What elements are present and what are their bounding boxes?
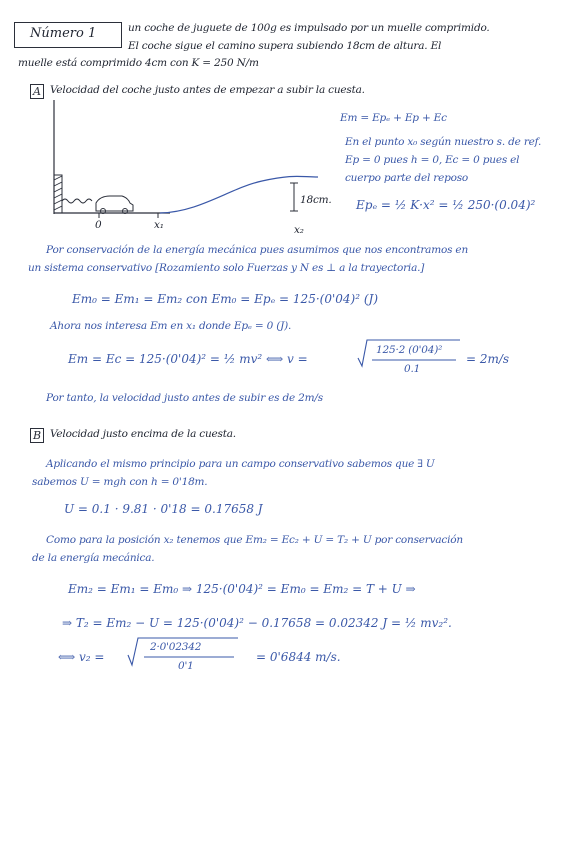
section-b-title: Velocidad justo encima de la cuesta.: [50, 428, 236, 440]
b-para-2: sabemos U = mgh con h = 0'18m.: [32, 476, 208, 488]
section-a-title: Velocidad del coche justo antes de empezar a subir la cuesta.: [50, 84, 365, 96]
energy-equation: Em = Epₑ + Ep + Ec: [340, 112, 447, 124]
fig-label-h: 18cm.: [300, 194, 332, 206]
a-para-4: Por tanto, la velocidad justo antes de subir es de 2m/s: [46, 392, 323, 404]
a-para-3: Ahora nos interesa Em en x₁ donde Epₑ = 0 (J).: [50, 320, 292, 332]
b-eq-4-den: 0'1: [178, 660, 194, 672]
b-para-1: Aplicando el mismo principio para un campo conservativo sabemos que ∃ U: [46, 458, 435, 470]
b-para-4: de la energía mecánica.: [32, 552, 155, 564]
problem-number: Número 1: [30, 26, 97, 41]
statement-line-3: muelle está comprimido 4cm con K = 250 N/m: [18, 57, 259, 69]
note-line-3: cuerpo parte del reposo: [345, 172, 469, 184]
fig-label-x1: x₁: [154, 219, 164, 231]
b-eq-2: Em₂ = Em₁ = Em₀ ⇒ 125·(0'04)² = Em₀ = Em₂ = T + U ⇒: [68, 582, 416, 596]
a-eq-3-den: 0.1: [404, 363, 421, 375]
note-line-1: En el punto x₀ según nuestro s. de ref.: [345, 136, 542, 148]
a-eq-3-res: = 2m/s: [466, 352, 510, 366]
a-eq-3-num: 125·2 (0'04)²: [376, 344, 443, 356]
a-eq-2: Em₀ = Em₁ = Em₂ con Em₀ = Epₑ = 125·(0'04)² (J): [72, 292, 379, 306]
b-eq-4-left: ⟺ v₂ =: [58, 650, 105, 664]
b-eq-3: ⇒ T₂ = Em₂ − U = 125·(0'04)² − 0.17658 = 0.02342 J = ½ mv₂².: [62, 616, 452, 630]
statement-line-1: un coche de juguete de 100g es impulsado por un muelle comprimido.: [128, 22, 490, 34]
a-para-2: un sistema conservativo [Rozamiento solo Fuerzas y N es ⊥ a la trayectoria.]: [28, 262, 425, 274]
a-eq-3-left: Em = Ec = 125·(0'04)² = ½ mv² ⟺ v =: [68, 352, 308, 366]
note-line-2: Ep = 0 pues h = 0, Ec = 0 pues el: [345, 154, 520, 166]
a-para-1: Por conservación de la energía mecánica pues asumimos que nos encontramos en: [46, 244, 469, 256]
b-para-3: Como para la posición x₂ tenemos que Em₂ = Ec₂ + U = T₂ + U por conservación: [46, 534, 463, 546]
section-b-tag: B: [30, 428, 44, 443]
b-eq-4-num: 2·0'02342: [150, 641, 202, 653]
fig-label-0: 0: [95, 219, 102, 231]
epe-formula: Epₑ = ½ K·x² = ½ 250·(0.04)²: [356, 198, 536, 212]
b-eq-4-res: = 0'6844 m/s.: [256, 650, 341, 664]
statement-line-2: El coche sigue el camino supera subiendo 18cm de altura. El: [128, 40, 442, 52]
b-eq-1: U = 0.1 · 9.81 · 0'18 = 0.17658 J: [64, 502, 263, 516]
fig-label-x2: x₂: [294, 224, 304, 236]
section-a-tag: A: [30, 84, 44, 99]
